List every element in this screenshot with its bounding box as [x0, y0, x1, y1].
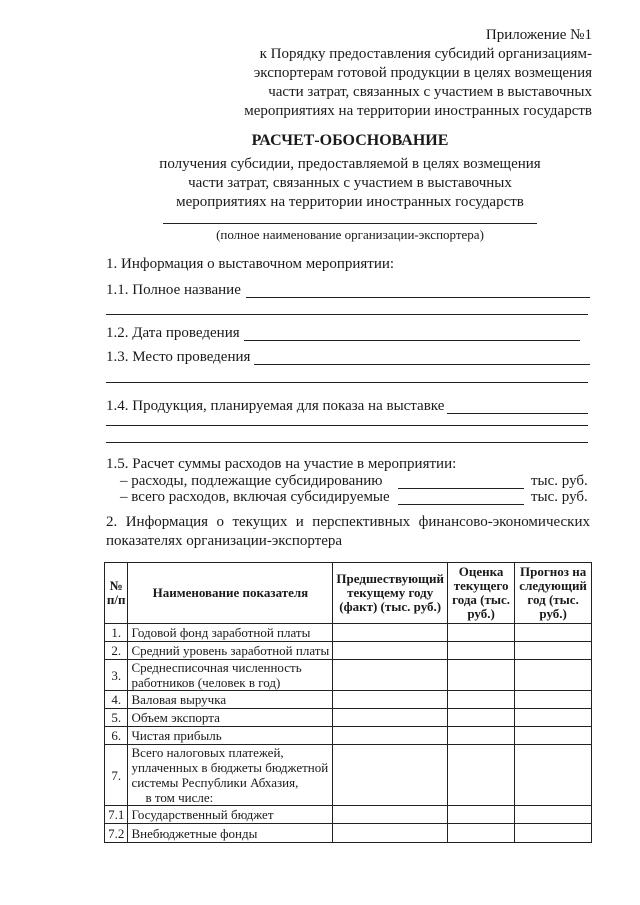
place-label: 1.3. Место проведения	[106, 349, 251, 365]
unit-label: тыс. руб.	[531, 489, 588, 505]
table-row	[105, 806, 592, 824]
document-title: РАСЧЕТ-ОБОСНОВАНИЕ	[251, 132, 449, 149]
subtitle-line: части затрат, связанных с участием в выставочных	[188, 175, 512, 191]
row-number: 7.	[105, 745, 128, 806]
org-name-caption: (полное наименование организации-экспортера)	[216, 227, 484, 242]
total-expenses-label: – всего расходов, включая субсидируемые	[120, 489, 390, 505]
cell-input[interactable]	[447, 745, 514, 806]
products-field-cont[interactable]	[106, 425, 588, 426]
appendix-line: мероприятиях на территории иностранных государств	[244, 103, 592, 119]
appendix-line: части затрат, связанных с участием в выставочных	[268, 84, 592, 100]
col-current-year: Оценка текущего года (тыс. руб.)	[447, 563, 514, 624]
row-indicator: Годовой фонд заработной платы	[128, 624, 333, 642]
cell-input[interactable]	[515, 806, 592, 824]
cell-input[interactable]	[515, 691, 592, 709]
cell-input[interactable]	[447, 824, 514, 843]
table-row	[105, 727, 592, 745]
row-number: 7.2	[105, 824, 128, 843]
date-label: 1.2. Дата проведения	[106, 325, 240, 341]
indicators-table	[104, 562, 592, 843]
cell-input[interactable]	[333, 806, 448, 824]
col-forecast: Прогноз на следующий год (тыс. руб.)	[515, 563, 592, 624]
full-name-field-cont[interactable]	[106, 314, 588, 315]
col-indicator: Наименование показателя	[128, 563, 333, 624]
row-number: 3.	[105, 660, 128, 691]
full-name-label: 1.1. Полное название	[106, 282, 241, 298]
table-row	[105, 691, 592, 709]
row-indicator-text: Всего налоговых платежей, уплаченных в бюджеты бюджетной системы Республики Абхазия,	[131, 745, 329, 790]
place-field[interactable]	[254, 364, 590, 365]
cell-input[interactable]	[447, 709, 514, 727]
row-indicator: Средний уровень заработной платы	[128, 642, 333, 660]
col-previous-year: Предшествующий текущему году (факт) (тыс. руб.)	[333, 563, 448, 624]
row-indicator	[128, 745, 333, 806]
place-field-cont[interactable]	[106, 382, 588, 383]
subsidized-expenses-field[interactable]	[398, 488, 524, 489]
subtitle-line: мероприятиях на территории иностранных государств	[176, 194, 524, 210]
col-number: № п/п	[105, 563, 128, 624]
date-field[interactable]	[244, 340, 580, 341]
cell-input[interactable]	[333, 624, 448, 642]
products-field-cont[interactable]	[106, 442, 588, 443]
row-number: 2.	[105, 642, 128, 660]
table-row	[105, 745, 592, 806]
section2-heading: 2. Информация о текущих и перспективных финансово-экономических показателях организации-экспортера	[106, 514, 590, 549]
cell-input[interactable]	[447, 642, 514, 660]
table-row	[105, 660, 592, 691]
unit-label: тыс. руб.	[531, 473, 588, 489]
section1-heading: 1. Информация о выставочном мероприятии:	[106, 256, 395, 272]
cell-input[interactable]	[515, 824, 592, 843]
row-indicator: Среднесписочная численность работников (человек в год)	[128, 660, 333, 691]
appendix-label: Приложение №1	[485, 27, 592, 43]
row-number: 6.	[105, 727, 128, 745]
row-indicator: Чистая прибыль	[128, 727, 333, 745]
cell-input[interactable]	[447, 660, 514, 691]
row-number: 4.	[105, 691, 128, 709]
table-row	[105, 709, 592, 727]
row-indicator: Объем экспорта	[128, 709, 333, 727]
row-number: 1.	[105, 624, 128, 642]
full-name-field[interactable]	[246, 297, 590, 298]
row-indicator: Государственный бюджет	[128, 806, 333, 824]
table-header-row	[105, 563, 592, 624]
cell-input[interactable]	[447, 624, 514, 642]
cell-input[interactable]	[333, 745, 448, 806]
cell-input[interactable]	[515, 642, 592, 660]
appendix-line: экспортерам готовой продукции в целях возмещения	[253, 65, 592, 81]
cell-input[interactable]	[447, 727, 514, 745]
cell-input[interactable]	[447, 806, 514, 824]
row-number: 5.	[105, 709, 128, 727]
row-number: 7.1	[105, 806, 128, 824]
cell-input[interactable]	[333, 642, 448, 660]
cell-input[interactable]	[333, 824, 448, 843]
row-indicator-sub: в том числе:	[145, 790, 214, 805]
cell-input[interactable]	[515, 745, 592, 806]
products-label: 1.4. Продукция, планируемая для показа на выставке	[106, 398, 445, 414]
row-indicator: Внебюджетные фонды	[128, 824, 333, 843]
appendix-line: к Порядку предоставления субсидий организациям-	[259, 46, 592, 62]
cell-input[interactable]	[515, 660, 592, 691]
expenses-heading: 1.5. Расчет суммы расходов на участие в мероприятии:	[106, 456, 457, 472]
table-row	[105, 642, 592, 660]
cell-input[interactable]	[333, 727, 448, 745]
org-name-line[interactable]	[163, 223, 537, 224]
cell-input[interactable]	[515, 709, 592, 727]
table-row	[105, 624, 592, 642]
row-indicator: Валовая выручка	[128, 691, 333, 709]
cell-input[interactable]	[515, 624, 592, 642]
subsidized-expenses-label: – расходы, подлежащие субсидированию	[120, 473, 383, 489]
subtitle-line: получения субсидии, предоставляемой в целях возмещения	[159, 156, 541, 172]
cell-input[interactable]	[333, 660, 448, 691]
products-field[interactable]	[447, 413, 588, 414]
cell-input[interactable]	[333, 709, 448, 727]
total-expenses-field[interactable]	[398, 504, 524, 505]
cell-input[interactable]	[333, 691, 448, 709]
cell-input[interactable]	[515, 727, 592, 745]
cell-input[interactable]	[447, 691, 514, 709]
table-row	[105, 824, 592, 843]
